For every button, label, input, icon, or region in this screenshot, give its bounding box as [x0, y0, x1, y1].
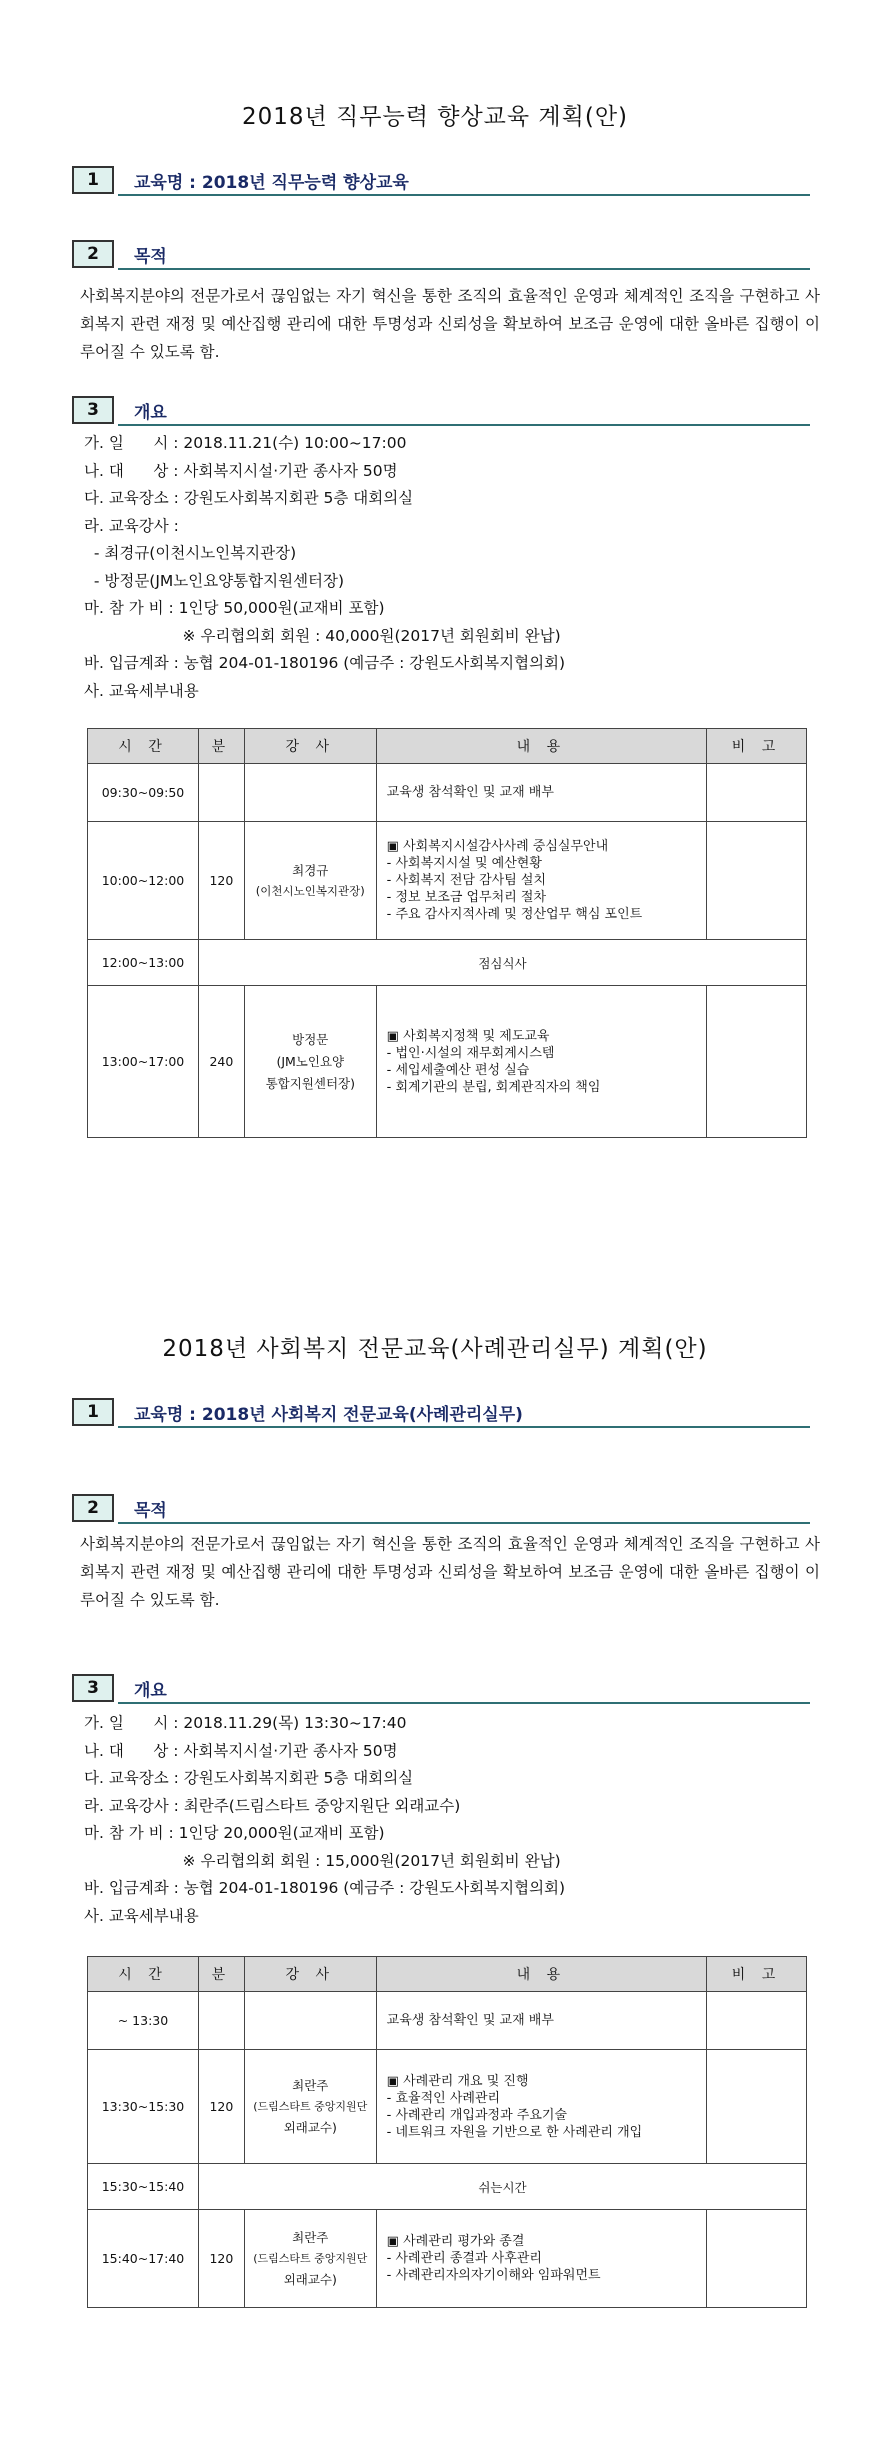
- section-number: 2: [72, 1494, 114, 1522]
- lecturer-name: 최란주: [292, 2078, 329, 2093]
- note-cell: [707, 2050, 807, 2164]
- section-3-header: [72, 396, 810, 426]
- header-lecturer: 강 사: [244, 729, 376, 764]
- lecturer-affiliation: 통합지원센터장): [265, 1075, 355, 1091]
- lecturer-affiliation: (JM노인요양: [276, 1053, 345, 1069]
- overview-item: - 최경규(이천시노인복지관장): [84, 544, 297, 562]
- purpose-text: 사회복지분야의 전문가로서 끊임없는 자기 혁신을 통한 조직의 효율적인 운영과 체계적인 조직을 구현하고 사회복지 관련 재정 및 예산집행 관리에 대한 투명성과 신뢰성을 확보하여 보조금 운영에 대한 올바른 집행이 이루어질 수 있도록 함.: [80, 1535, 820, 1609]
- lecturer-affiliation: 외래교수): [283, 2272, 337, 2287]
- purpose-text: 사회복지분야의 전문가로서 끊임없는 자기 혁신을 통한 조직의 효율적인 운영과 체계적인 조직을 구현하고 사회복지 관련 재정 및 예산집행 관리에 대한 투명성과 신뢰성을 확보하여 보조금 운영에 대한 올바른 집행이 이루어질 수 있도록 함.: [80, 287, 820, 361]
- time-cell: 12:00~13:00: [88, 940, 199, 986]
- section-title: 개요: [134, 1681, 167, 1701]
- content-line: - 사례관리자의자기이해와 임파워먼트: [386, 2268, 601, 2283]
- overview-item: 바. 입금계좌 : 농협 204-01-180196 (예금주 : 강원도사회복지협의회): [84, 654, 566, 672]
- overview-item: 사. 교육세부내용: [84, 681, 199, 700]
- content-line: - 회계기관의 분립, 회계관직자의 책임: [386, 1079, 601, 1095]
- table-row: [88, 2050, 807, 2164]
- note-cell: [707, 2210, 807, 2308]
- overview-item: 나. 대 상 : 사회복지시설·기관 종사자 50명: [84, 461, 398, 480]
- schedule-table: [87, 1956, 807, 2308]
- section-number: 3: [72, 396, 114, 424]
- content-line: - 법인·시설의 재무회계시스템: [386, 1045, 555, 1061]
- header-time: 시 간: [88, 729, 199, 764]
- time-cell: ~ 13:30: [88, 1992, 199, 2050]
- section-number: 1: [72, 166, 114, 194]
- table-row: [88, 1992, 807, 2050]
- overview-item: ※ 우리협의회 회원 : 40,000원(2017년 회원회비 완납): [84, 626, 561, 645]
- content-line: - 네트워크 자원을 기반으로 한 사례관리 개입: [386, 2124, 643, 2140]
- section-underline: [118, 268, 810, 270]
- section-underline: [118, 1522, 810, 1524]
- table-row: [88, 2164, 807, 2210]
- section-1-header: [72, 1398, 810, 1428]
- minutes-cell: [198, 764, 244, 822]
- content-line: - 사회복지 전담 감사팀 설치: [386, 873, 547, 888]
- overview-item: 마. 참 가 비 : 1인당 50,000원(교재비 포함): [84, 599, 385, 617]
- content-line: - 세입세출예산 편성 실습: [386, 1062, 530, 1078]
- header-content: 내 용: [376, 1957, 706, 1992]
- table-row: [88, 940, 807, 986]
- section-number: 1: [72, 1398, 114, 1426]
- time-cell: 09:30~09:50: [88, 764, 199, 822]
- section-title: 교육명 : 2018년 사회복지 전문교육(사례관리실무): [134, 1405, 523, 1425]
- overview-item: 사. 교육세부내용: [84, 1906, 199, 1925]
- note-cell: [707, 1992, 807, 2050]
- content-line: - 정보 보조금 업무처리 절차: [386, 890, 547, 905]
- lecturer-affiliation: (이천시노인복지관장): [255, 883, 365, 898]
- overview-list: [84, 430, 565, 705]
- lecturer-cell: [244, 2050, 376, 2164]
- section-number: 2: [72, 240, 114, 268]
- time-cell: 10:00~12:00: [88, 822, 199, 940]
- overview-item: 나. 대 상 : 사회복지시설·기관 종사자 50명: [84, 1741, 398, 1760]
- content-line: ▣ 사회복지시설감사사례 중심실무안내: [386, 839, 609, 854]
- header-lecturer: 강 사: [244, 1957, 376, 1992]
- content-cell: [376, 822, 706, 940]
- lecturer-affiliation: (드림스타트 중앙지원단: [253, 2252, 368, 2265]
- lecturer-cell: [244, 822, 376, 940]
- table-row: [88, 822, 807, 940]
- table-header-row: [88, 1957, 807, 1992]
- content-line: - 주요 감사지적사례 및 정산업무 핵심 포인트: [386, 907, 643, 922]
- minutes-cell: [198, 1992, 244, 2050]
- section-title: 목적: [134, 1501, 167, 1521]
- section-2-header: [72, 240, 810, 270]
- note-cell: [707, 986, 807, 1138]
- note-cell: [707, 822, 807, 940]
- section-underline: [118, 194, 810, 196]
- lecturer-affiliation: (드림스타트 중앙지원단: [253, 2100, 368, 2113]
- section-number: 3: [72, 1674, 114, 1702]
- overview-item: 가. 일 시 : 2018.11.21(수) 10:00~17:00: [84, 434, 407, 452]
- time-cell: 15:30~15:40: [88, 2164, 199, 2210]
- overview-item: 다. 교육장소 : 강원도사회복지회관 5층 대회의실: [84, 489, 414, 507]
- overview-item: 바. 입금계좌 : 농협 204-01-180196 (예금주 : 강원도사회복지협의회): [84, 1879, 566, 1897]
- minutes-cell: 240: [198, 986, 244, 1138]
- lunch-cell: 점심식사: [198, 940, 806, 986]
- lecturer-name: 최란주: [292, 2230, 329, 2245]
- content-line: - 효율적인 사례관리: [386, 2090, 501, 2106]
- content-line: ▣ 사례관리 개요 및 진행: [386, 2073, 529, 2089]
- minutes-cell: 120: [198, 2050, 244, 2164]
- table-header-row: [88, 729, 807, 764]
- minutes-cell: 120: [198, 822, 244, 940]
- overview-item: 라. 교육강사 : 최란주(드림스타트 중앙지원단 외래교수): [84, 1796, 461, 1815]
- lecturer-affiliation: 외래교수): [283, 2120, 337, 2135]
- break-cell: 쉬는시간: [198, 2164, 806, 2210]
- content-cell: 교육생 참석확인 및 교재 배부: [376, 1992, 706, 2050]
- lecturer-cell: [244, 764, 376, 822]
- table-row: [88, 764, 807, 822]
- overview-list: [84, 1710, 565, 1930]
- section-underline: [118, 1702, 810, 1704]
- content-cell: [376, 2050, 706, 2164]
- overview-item: - 방정문(JM노인요양통합지원센터장): [84, 571, 345, 590]
- content-cell: [376, 986, 706, 1138]
- section-title: 개요: [134, 403, 167, 423]
- document-title: 2018년 사회복지 전문교육(사례관리실무) 계획(안): [162, 1336, 708, 1362]
- header-note: 비 고: [707, 1957, 807, 1992]
- time-cell: 15:40~17:40: [88, 2210, 199, 2308]
- section-underline: [118, 1426, 810, 1428]
- header-minutes: 분: [198, 1957, 244, 1992]
- time-cell: 13:30~15:30: [88, 2050, 199, 2164]
- content-cell: 교육생 참석확인 및 교재 배부: [376, 764, 706, 822]
- document-title: 2018년 직무능력 향상교육 계획(안): [241, 104, 629, 130]
- lecturer-name: 최경규: [292, 862, 329, 878]
- lecturer-cell: [244, 1992, 376, 2050]
- section-title: 목적: [134, 247, 167, 267]
- section-underline: [118, 424, 810, 426]
- header-minutes: 분: [198, 729, 244, 764]
- section-2-header: [72, 1494, 810, 1524]
- content-line: ▣ 사회복지정책 및 제도교육: [386, 1028, 550, 1044]
- section-1-header: [72, 166, 810, 196]
- overview-item: ※ 우리협의회 회원 : 15,000원(2017년 회원회비 완납): [84, 1851, 561, 1870]
- content-line: - 사례관리 종결과 사후관리: [386, 2251, 542, 2266]
- table-row: [88, 2210, 807, 2308]
- lecturer-cell: [244, 986, 376, 1138]
- content-cell: [376, 2210, 706, 2308]
- time-cell: 13:00~17:00: [88, 986, 199, 1138]
- section-3-header: [72, 1674, 810, 1704]
- overview-item: 마. 참 가 비 : 1인당 20,000원(교재비 포함): [84, 1824, 385, 1842]
- header-note: 비 고: [707, 729, 807, 764]
- table-row: [88, 986, 807, 1138]
- note-cell: [707, 764, 807, 822]
- schedule-table: [87, 728, 807, 1138]
- header-time: 시 간: [88, 1957, 199, 1992]
- minutes-cell: 120: [198, 2210, 244, 2308]
- content-line: - 사회복지시설 및 예산현황: [386, 856, 542, 871]
- overview-item: 라. 교육강사 :: [84, 516, 179, 535]
- content-line: ▣ 사례관리 평가와 종결: [386, 2234, 525, 2249]
- content-line: - 사례관리 개입과정과 주요기술: [386, 2107, 568, 2123]
- overview-item: 가. 일 시 : 2018.11.29(목) 13:30~17:40: [84, 1714, 407, 1732]
- section-title: 교육명 : 2018년 직무능력 향상교육: [134, 173, 409, 193]
- lecturer-name: 방정문: [292, 1031, 329, 1047]
- lecturer-cell: [244, 2210, 376, 2308]
- header-content: 내 용: [376, 729, 706, 764]
- overview-item: 다. 교육장소 : 강원도사회복지회관 5층 대회의실: [84, 1769, 414, 1787]
